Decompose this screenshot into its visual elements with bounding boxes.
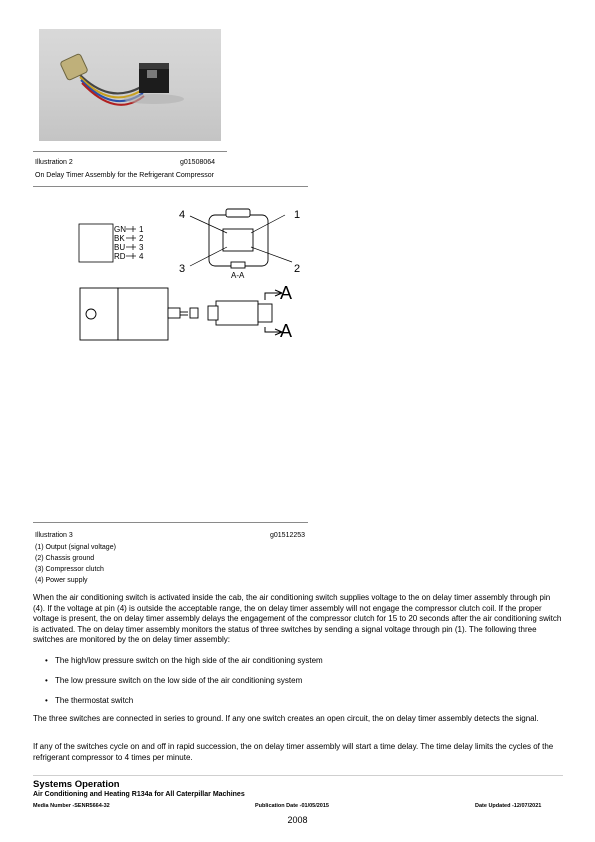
section-label: A-A bbox=[231, 271, 245, 280]
footer-date-updated: Date Updated -12/07/2021 bbox=[475, 803, 542, 809]
footer-rule bbox=[33, 775, 563, 776]
callout-1: 1 bbox=[294, 209, 301, 221]
callout-2: 2 bbox=[294, 263, 301, 275]
pin-number-3: 3 bbox=[139, 243, 144, 252]
illustration-3-label: Illustration 3 bbox=[35, 532, 73, 539]
section-letter-top: A bbox=[280, 283, 293, 303]
bullet-icon: • bbox=[45, 676, 48, 685]
bullet-icon: • bbox=[45, 696, 48, 705]
monitored-switches-list bbox=[33, 656, 563, 716]
body-paragraph-1: When the air conditioning switch is activated inside the cab, the air conditioning switch supplies voltage to the on delay timer assembly through pin (4). If the voltage at pin (4) is outside the acceptable range, the on delay timer assembly will not engage the compressor clutch coil. If the proper voltage is present, the on delay timer assembly delays the engagement of the compressor clutch for 15 to 20 seconds after the air conditioning switch is activated. The on delay timer assembly monitors the status of three switches by sending a signal voltage through pin (1). The following three switches are monitored by the on delay timer assembly: bbox=[33, 593, 562, 645]
pin-number-2: 2 bbox=[139, 234, 144, 243]
body-paragraph-2: The three switches are connected in series to ground. If any one switch creates an open circuit, the on delay timer assembly detects the signal. bbox=[33, 714, 539, 723]
callout-3: 3 bbox=[179, 263, 186, 275]
list-item: • The low pressure switch on the low side of the air conditioning system bbox=[45, 676, 303, 685]
timer-assembly-photo bbox=[39, 29, 221, 141]
pin-wire-1: GN bbox=[114, 225, 126, 234]
legend-item-3: (3) Compressor clutch bbox=[35, 566, 104, 573]
bullet-icon: • bbox=[45, 656, 48, 665]
callout-4: 4 bbox=[179, 209, 186, 221]
illustration-2-code: g01508064 bbox=[180, 159, 216, 166]
pin-wire-4: RD bbox=[114, 252, 126, 261]
pin-number-1: 1 bbox=[139, 225, 144, 234]
caption-rule-bottom bbox=[33, 186, 308, 187]
connector-diagram bbox=[70, 200, 310, 350]
illustration-3-code: g01512253 bbox=[270, 532, 306, 539]
footer-media-number: Media Number -SENR5664-32 bbox=[33, 803, 110, 809]
pin-wire-3: BU bbox=[114, 243, 126, 252]
body-paragraph-3: If any of the switches cycle on and off in rapid succession, the on delay timer assembly will start a time delay. The time delay limits the cycles of the refrigerant compressor to 4 times per minute. bbox=[33, 742, 554, 762]
list-item: • The thermostat switch bbox=[45, 696, 134, 705]
footer-publication-date: Publication Date -01/05/2015 bbox=[255, 803, 329, 809]
legend-item-2: (2) Chassis ground bbox=[35, 555, 95, 562]
illustration-3-rule bbox=[33, 522, 308, 523]
timer-assembly-image bbox=[39, 29, 221, 141]
list-item: • The high/low pressure switch on the high side of the air conditioning system bbox=[45, 656, 323, 665]
illustration-2-title: On Delay Timer Assembly for the Refrigerant Compressor bbox=[35, 172, 214, 179]
legend-item-1: (1) Output (signal voltage) bbox=[35, 544, 116, 551]
caption-rule-top bbox=[33, 151, 227, 152]
section-letter-bottom: A bbox=[280, 321, 293, 341]
page-number: 2008 bbox=[287, 815, 308, 825]
illustration-2-label: Illustration 2 bbox=[35, 159, 73, 166]
footer-document-title: Air Conditioning and Heating R134a for All Caterpillar Machines bbox=[33, 791, 245, 798]
connector-diagram-svg bbox=[70, 200, 310, 350]
pin-wire-2: BK bbox=[114, 234, 125, 243]
pin-number-4: 4 bbox=[139, 252, 144, 261]
footer-section-title: Systems Operation bbox=[33, 779, 120, 790]
legend-item-4: (4) Power supply bbox=[35, 577, 88, 584]
